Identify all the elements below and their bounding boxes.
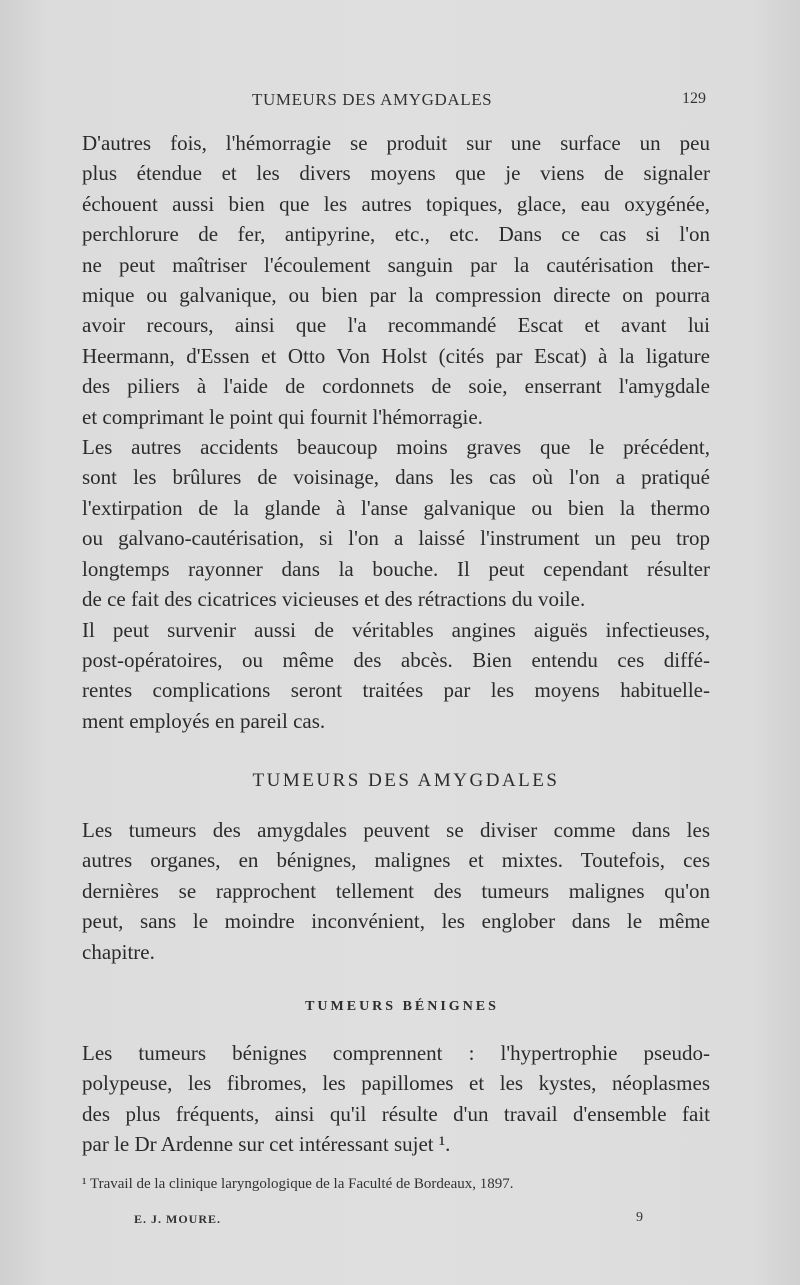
paragraph-hemorrhage (60, 128, 710, 432)
text-line: peut, sans le moindre inconvénient, les englober dans le même (82, 909, 710, 934)
text-line: Heermann, d'Essen et Otto Von Holst (cités par Escat) à la ligature (82, 343, 710, 368)
text-line: longtemps rayonner dans la bouche. Il peut cependant résulter (82, 556, 710, 581)
text-line: plus étendue et les divers moyens que je viens de signaler (82, 161, 710, 186)
text-line: dernières se rapprochent tellement des tumeurs malignes qu'on (82, 878, 710, 903)
text-line: par le Dr Ardenne sur cet intéressant sujet ¹. (82, 1132, 451, 1157)
paragraph-burns (60, 432, 710, 614)
text-line: autres organes, en bénignes, malignes et mixtes. Toutefois, ces (82, 848, 710, 873)
text-line: D'autres fois, l'hémorragie se produit sur une surface un peu (82, 131, 710, 155)
paragraph-complications (60, 615, 710, 737)
text-line: des plus fréquents, ainsi qu'il résulte d'un travail d'ensemble fait (82, 1101, 710, 1126)
body-paragraphs (60, 128, 710, 736)
text-line: rentes complications seront traitées par les moyens habituelle- (82, 678, 710, 703)
text-line: ne peut maîtriser l'écoulement sanguin par la cautérisation ther- (82, 252, 710, 277)
running-head (0, 90, 800, 114)
paragraph-tumor-classes (60, 815, 710, 967)
page-number: 129 (682, 90, 706, 107)
paragraph-benign-tumors (60, 1038, 710, 1160)
text-line: ment employés en pareil cas. (82, 708, 326, 733)
printer-signature-number: 9 (636, 1210, 643, 1225)
section-heading: TUMEURS DES AMYGDALES (252, 770, 560, 791)
footnote: ¹ Travail de la clinique laryngologique de la Faculté de Bordeaux, 1897. (82, 1176, 514, 1192)
text-line: ou galvano-cautérisation, si l'on a laissé l'instrument un peu trop (82, 526, 710, 551)
text-line: de ce fait des cicatrices vicieuses et des rétractions du voile. (82, 587, 586, 612)
text-line: échouent aussi bien que les autres topiques, glace, eau oxygénée, (82, 191, 710, 216)
text-line: chapitre. (82, 939, 155, 964)
text-line: sont les brûlures de voisinage, dans les cas où l'on a pratiqué (82, 465, 710, 490)
subsection-body (60, 1038, 710, 1160)
printer-signature-author: E. J. MOURE. (134, 1212, 221, 1226)
text-line: Les tumeurs bénignes comprennent : l'hypertrophie pseudo- (82, 1041, 710, 1065)
text-line: perchlorure de fer, antipyrine, etc., etc. Dans ce cas si l'on (82, 222, 710, 247)
text-line: Les tumeurs des amygdales peuvent se diviser comme dans les (82, 818, 710, 842)
text-line: des piliers à l'aide de cordonnets de soie, enserrant l'amygdale (82, 374, 710, 399)
section-body (60, 815, 710, 967)
text-line: avoir recours, ainsi que l'a recommandé Escat et avant lui (82, 313, 710, 338)
running-title: TUMEURS DES AMYGDALES (252, 90, 493, 109)
page-footer (0, 1210, 800, 1230)
subsection-heading: TUMEURS BÉNIGNES (305, 999, 499, 1014)
text-line: et comprimant le point qui fournit l'hémorragie. (82, 404, 483, 429)
text-line: Les autres accidents beaucoup moins graves que le précédent, (82, 435, 710, 460)
text-line: mique ou galvanique, ou bien par la compression directe on pourra (82, 283, 710, 308)
text-line: polypeuse, les fibromes, les papillomes et les kystes, néoplasmes (82, 1071, 710, 1096)
text-line: Il peut survenir aussi de véritables angines aiguës infectieuses, (82, 617, 710, 642)
text-line: post-opératoires, ou même des abcès. Bien entendu ces diffé- (82, 647, 710, 672)
text-line: l'extirpation de la glande à l'anse galvanique ou bien la thermo (82, 495, 710, 520)
